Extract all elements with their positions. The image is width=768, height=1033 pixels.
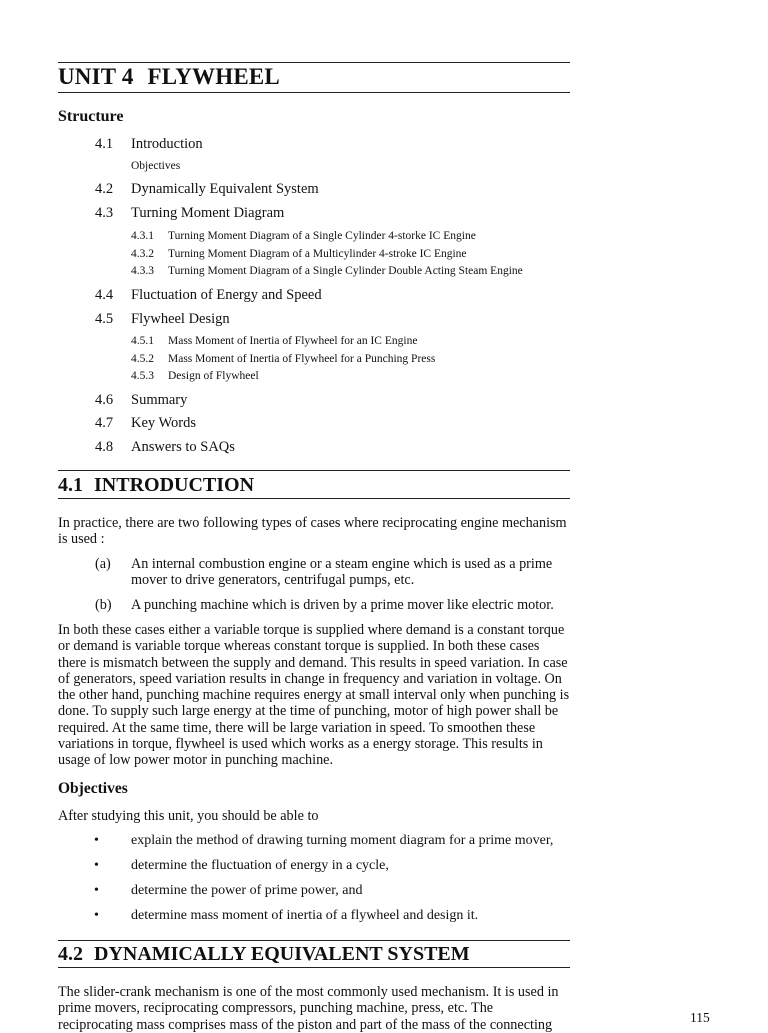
section-title: INTRODUCTION bbox=[94, 474, 255, 496]
toc-label: Answers to SAQs bbox=[131, 439, 235, 455]
objective-item: determine the power of prime power, and bbox=[131, 883, 363, 898]
section-number: 4.2 bbox=[58, 943, 83, 965]
toc-label: Flywheel Design bbox=[131, 311, 230, 327]
unit-name: FLYWHEEL bbox=[147, 64, 280, 89]
section-rule-bottom bbox=[58, 967, 570, 968]
toc-label: Turning Moment Diagram bbox=[131, 205, 285, 221]
toc-sub-label: Turning Moment Diagram of a Multicylinder 4-stroke IC Engine bbox=[168, 248, 467, 260]
section-title: DYNAMICALLY EQUIVALENT SYSTEM bbox=[94, 943, 470, 965]
bullet-mark: • bbox=[94, 908, 99, 923]
toc-sub-num: 4.3.3 bbox=[131, 265, 154, 277]
toc-num: 4.5 bbox=[95, 311, 114, 327]
section-rule-top bbox=[58, 940, 570, 941]
section-heading-dynamically-equivalent-system bbox=[58, 943, 470, 966]
toc-label: Dynamically Equivalent System bbox=[131, 181, 319, 197]
toc-sub-label: Turning Moment Diagram of a Single Cylinder 4-storke IC Engine bbox=[168, 230, 476, 242]
case-marker: (a) bbox=[95, 556, 111, 572]
unit-number: UNIT 4 bbox=[58, 64, 134, 89]
section-number: 4.1 bbox=[58, 474, 83, 496]
toc-num: 4.6 bbox=[95, 392, 114, 408]
objective-item: determine mass moment of inertia of a flywheel and design it. bbox=[131, 908, 479, 923]
section-rule-bottom bbox=[58, 498, 570, 499]
toc-note: Objectives bbox=[131, 160, 181, 172]
case-text: A punching machine which is driven by a prime mover like electric motor. bbox=[131, 597, 554, 613]
toc-num: 4.2 bbox=[95, 181, 114, 197]
toc-num: 4.4 bbox=[95, 287, 114, 303]
toc-sub-label: Turning Moment Diagram of a Single Cylinder Double Acting Steam Engine bbox=[168, 265, 523, 277]
objective-item: explain the method of drawing turning moment diagram for a prime mover, bbox=[131, 833, 554, 848]
toc-sub-num: 4.5.3 bbox=[131, 370, 154, 382]
case-marker: (b) bbox=[95, 597, 112, 613]
toc-label: Key Words bbox=[131, 415, 197, 431]
toc-sub-num: 4.3.2 bbox=[131, 248, 154, 260]
unit-title-underline bbox=[58, 92, 570, 93]
case-text: An internal combustion engine or a steam engine which is used as a prime mover to drive generators, centrifugal pumps, etc. bbox=[131, 556, 553, 589]
objectives-heading: Objectives bbox=[58, 780, 128, 797]
objectives-lead: After studying this unit, you should be able to bbox=[58, 808, 319, 824]
toc-label: Introduction bbox=[131, 136, 203, 152]
toc-num: 4.3 bbox=[95, 205, 114, 221]
structure-heading: Structure bbox=[58, 108, 124, 125]
section-heading-introduction bbox=[58, 474, 254, 497]
bullet-mark: • bbox=[94, 883, 99, 898]
toc-sub-label: Mass Moment of Inertia of Flywheel for a Punching Press bbox=[168, 353, 436, 365]
toc-sub-num: 4.3.1 bbox=[131, 230, 154, 242]
toc-label: Fluctuation of Energy and Speed bbox=[131, 287, 322, 303]
unit-title bbox=[58, 64, 280, 90]
toc-label: Summary bbox=[131, 392, 188, 408]
toc-sub-num: 4.5.2 bbox=[131, 353, 154, 365]
toc-sub-label: Mass Moment of Inertia of Flywheel for an IC Engine bbox=[168, 335, 418, 347]
bullet-mark: • bbox=[94, 833, 99, 848]
section-rule-top bbox=[58, 470, 570, 471]
toc-sub-num: 4.5.1 bbox=[131, 335, 154, 347]
toc-num: 4.7 bbox=[95, 415, 114, 431]
toc-sub-label: Design of Flywheel bbox=[168, 370, 259, 382]
section-42-paragraph: The slider-crank mechanism is one of the most commonly used mechanism. It is used in prime movers, reciprocating compressors, punching machine, press, etc. The reciprocating mass comprises mass of the piston and part of the mass of the connecting bbox=[58, 984, 559, 1033]
toc-num: 4.8 bbox=[95, 439, 114, 455]
bullet-mark: • bbox=[94, 858, 99, 873]
top-rule bbox=[58, 62, 570, 63]
toc-num: 4.1 bbox=[95, 136, 114, 152]
intro-paragraph: In practice, there are two following types of cases where reciprocating engine mechanism is used : bbox=[58, 515, 567, 548]
objective-item: determine the fluctuation of energy in a cycle, bbox=[131, 858, 389, 873]
body-paragraph: In both these cases either a variable torque is supplied where demand is a constant torque or demand is variable torque whereas constant torque is supplied. In both these cases there is mismatch between the supply and demand. This results in speed variation. In case of generators, speed variation results in change in frequency and variation in voltage. On the other hand, punching machine requires energy at small interval only when punching is done. To supply such large energy at the time of punching, motor of high power shall be required. At the same time, there will be large variation in speed. To smoothen these variations in torque, flywheel is used which works as a energy storage. This results in usage of low power motor in punching machine. bbox=[58, 622, 570, 769]
page-number: 115 bbox=[690, 1010, 710, 1025]
